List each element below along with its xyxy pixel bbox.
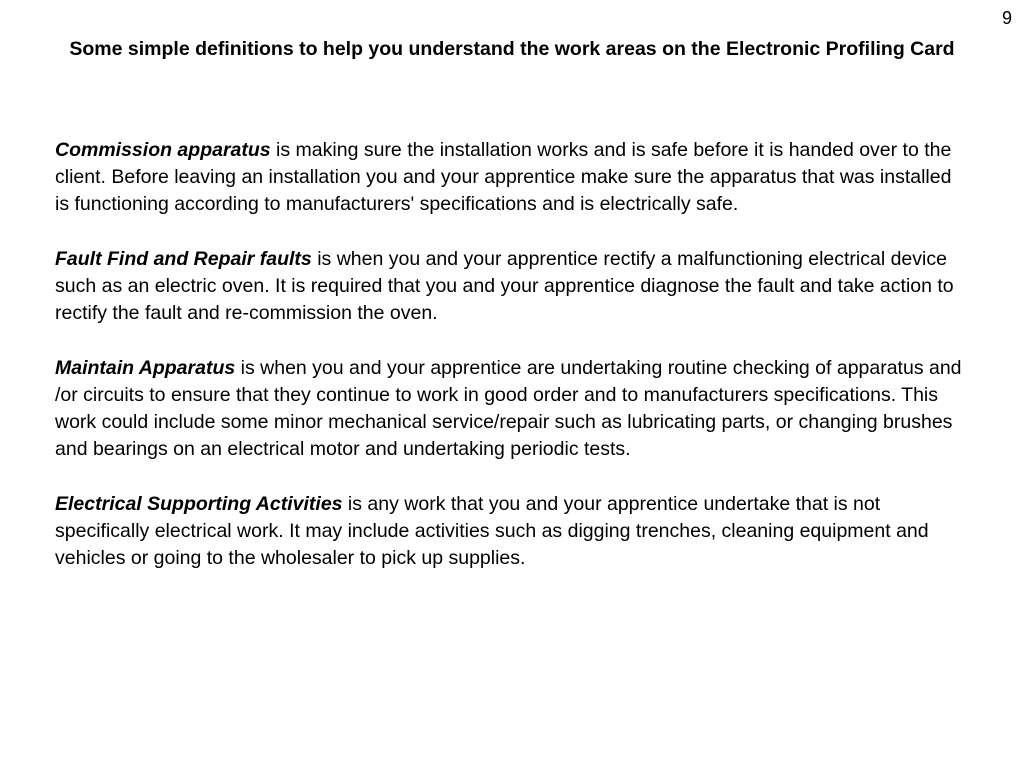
- definition-term: Commission apparatus: [55, 139, 271, 161]
- definition-maintain-apparatus: [55, 355, 965, 464]
- definition-text: is making sure the installation works and is safe before it is handed over to the client. Before leaving an installation you and your apprentice make sure the apparatus that was installed is functioning according to manufacturers' specifications and is electrically safe.: [55, 139, 952, 216]
- definition-commission-apparatus: [55, 137, 965, 219]
- definition-text: is when you and your apprentice are undertaking routine checking of apparatus and /or circuits to ensure that they continue to work in good order and to manufacturers specifications. This work could include some minor mechanical service/repair such as lubricating parts, or changing brushes and bearings on an electrical motor and undertaking periodic tests.: [55, 356, 962, 461]
- definition-electrical-supporting-activities: [55, 491, 965, 573]
- definition-fault-find-repair: [55, 246, 965, 328]
- definition-term: Maintain Apparatus: [55, 356, 236, 379]
- definition-term: Electrical Supporting Activities: [55, 492, 343, 515]
- definition-text: is any work that you and your apprentice undertake that is not specifically electrical work. It may include activities such as digging trenches, cleaning equipment and vehicles or going to the wholesaler to pick up supplies.: [55, 492, 929, 569]
- page-title: Some simple definitions to help you understand the work areas on the Electronic Profiling Card: [69, 38, 955, 60]
- page-number: 9: [1001, 8, 1012, 28]
- definition-text: is when you and your apprentice rectify a malfunctioning electrical device such as an electric oven. It is required that you and your apprentice diagnose the fault and take action to rectify the fault and re-commission the oven.: [55, 247, 954, 325]
- definition-term: Fault Find and Repair faults: [55, 247, 312, 270]
- definitions-list: [55, 137, 965, 599]
